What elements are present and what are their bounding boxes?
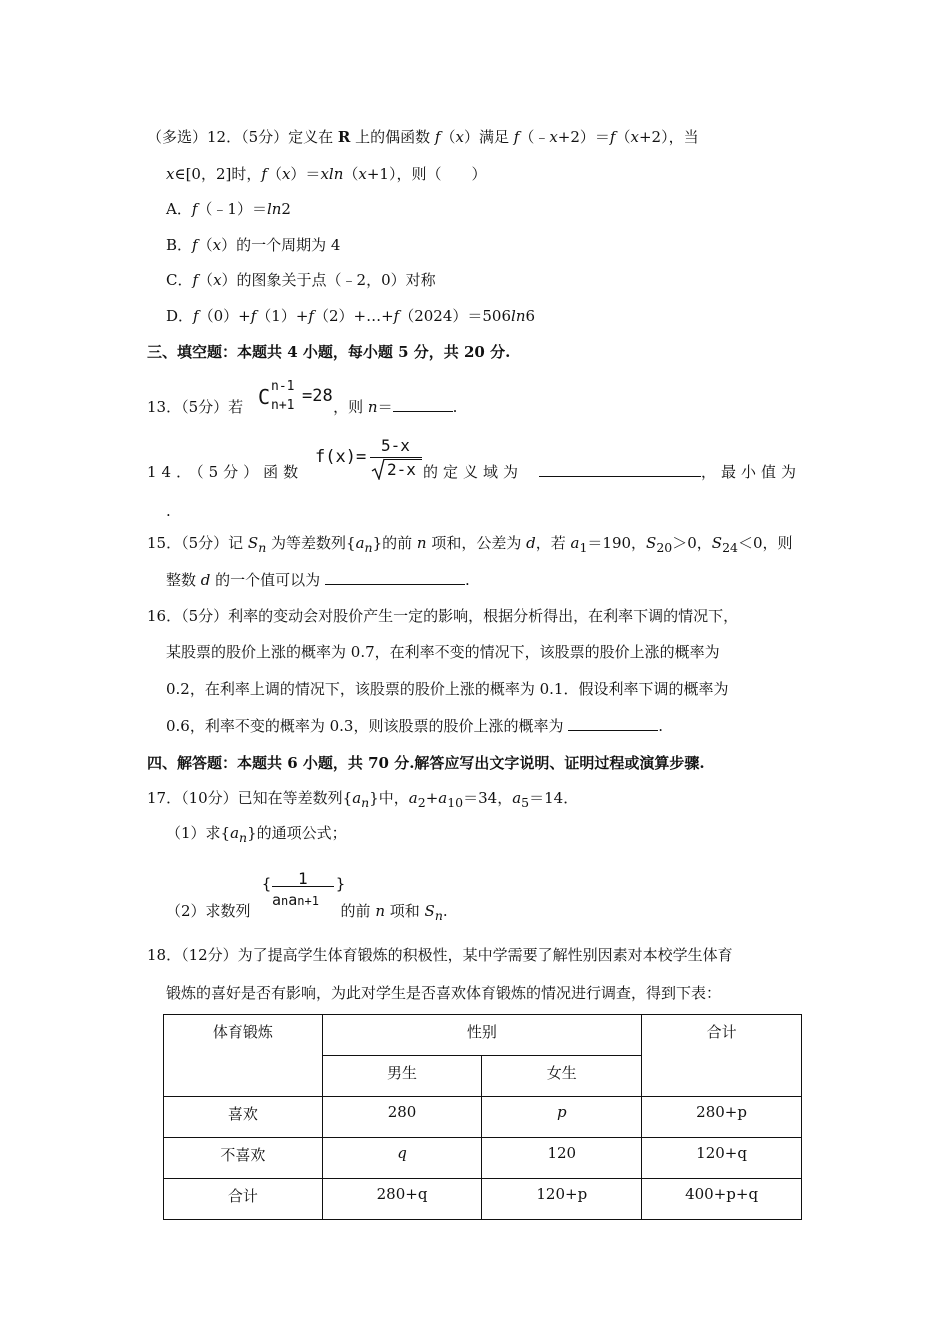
data-table [163,1014,802,1220]
table-row [164,1179,802,1220]
table-row [164,1138,802,1179]
q12-line2: x∈[0，2]时，f（x）＝xln（x+1），则（ ） [166,165,487,183]
table-cell: p [482,1097,642,1138]
table-cell: 合计 [164,1179,323,1220]
header-exercise: 体育锻炼 [164,1015,323,1097]
table-header-row [164,1015,802,1056]
q12-text1b: 上的偶函数 f（x）满足 f（﹣x+2）＝f（x+2），当 [350,128,699,146]
q13-sub: n+1 [271,398,295,413]
q14-lhs: f(x)= [315,447,367,467]
q13-rhs: =28 [302,386,333,406]
q14-suffix: ，最小值为 [701,463,802,481]
q16-answer-blank [568,716,658,731]
q13-formula [258,379,350,419]
q15-line1: 15．（5分）记 $S_n$ 为等差数列$\{a_n\}$的前 n 项和，公差为 d，若 $a_1=190$，$S_{20}>0$，$S_{24}<0$，则 [147,534,793,555]
q17-part2-prefix: （2）求数列 [166,902,251,920]
table-cell: 不喜欢 [164,1138,323,1179]
q16-line1: 16．（5分）利率的变动会对股价产生一定的影响，根据分析得出，在利率下调的情况下， [147,607,739,625]
q14-denominator: 2-x [387,460,416,479]
q14-prefix: 14．（5分）函数 [147,463,304,481]
section3-heading: 三、填空题：本题共 4 小题，每小题 5 分，共 20 分. [147,343,511,361]
q15-answer-blank [325,570,465,585]
table-cell: 120+q [642,1138,802,1179]
q16-line4-text: 0.6，利率不变的概率为 0.3，则该股票的股价上涨的概率为 [166,717,564,735]
q15-line2: 整数 d 的一个值可以为 . [166,571,470,589]
q14-line2: . [166,502,171,520]
table-cell: q [322,1138,482,1179]
table-cell: 400+p+q [642,1179,802,1220]
table-row [164,1097,802,1138]
table-cell: 280+q [322,1179,482,1220]
q14-middle: 的定义域为 [423,463,524,481]
table-cell: 120+p [482,1179,642,1220]
q18-line1: 18．（12分）为了提高学生体育锻炼的积极性，某中学需要了解性别因素对本校学生体育 [147,946,733,964]
q17-part2: （2）求数列 的前 n 项和 $S_n$. [166,902,448,923]
q17-rbrace: } [336,875,346,893]
q12-text1a: （多选）12．（5分）定义在 [147,128,338,146]
q15-end: . [464,571,470,589]
q13-C: C [258,385,271,409]
q17-denominator: anan+1 [272,891,319,909]
q14-sqrt-symbol [371,458,385,480]
q16-line4 [166,715,663,737]
section4-heading: 四、解答题：本题共 6 小题，共 70 分.解答应写出文字说明、证明过程或演算步骤. [147,754,705,772]
header-gender: 性别 [322,1015,642,1056]
q14-formula [315,436,423,482]
q12-option-c: C．f（x）的图象关于点（﹣2，0）对称 [166,271,436,289]
table-cell: 280+p [642,1097,802,1138]
q14-domain-blank [539,462,701,477]
q16-line3: 0.2，在利率上调的情况下，该股票的股价上涨的概率为 0.1．假设利率下调的概率为 [166,680,729,698]
header-total: 合计 [642,1015,802,1097]
q13-sup: n-1 [271,379,295,394]
q16-line2: 某股票的股价上涨的概率为 0.7，在利率不变的情况下，该股票的股价上涨的概率为 [166,643,720,661]
q17-numerator: 1 [298,869,308,888]
table-cell: 喜欢 [164,1097,323,1138]
q17-fraction-bar [272,886,334,887]
q14-line-rest [423,461,801,483]
table-cell: 280 [322,1097,482,1138]
q13-answer-blank [393,397,453,412]
q14-line [147,461,303,483]
q12-option-b: B．f（x）的一个周期为 4 [166,236,341,254]
q16-end: . [658,717,664,735]
q17-part1: （1）求$\{a_n\}$的通项公式； [166,824,347,845]
table-cell: 120 [482,1138,642,1179]
q12-option-a: A．f（﹣1）＝ln2 [166,200,291,218]
q14-numerator: 5-x [381,436,410,455]
q13-end: . [452,398,458,416]
q13-prefix: 13．（5分）若 [147,398,244,416]
q17-formula [262,869,348,915]
q18-line2: 锻炼的喜好是否有影响，为此对学生是否喜欢体育锻炼的情况进行调查，得到下表： [166,984,722,1002]
q17-line1: 17．（10分）已知在等差数列$\{a_n\}$中，$a_2+a_{10}=34$，$a_5=14$． [147,789,579,810]
q12-R: R [337,128,351,146]
header-female: 女生 [482,1056,642,1097]
q12-line1 [147,126,699,148]
q12-option-d: D．f（0）+f（1）+f（2）+…+f（2024）＝506ln6 [166,307,536,325]
q13-suffix: ，则 n＝ [333,398,393,416]
q17-lbrace: { [262,875,272,893]
header-male: 男生 [322,1056,482,1097]
